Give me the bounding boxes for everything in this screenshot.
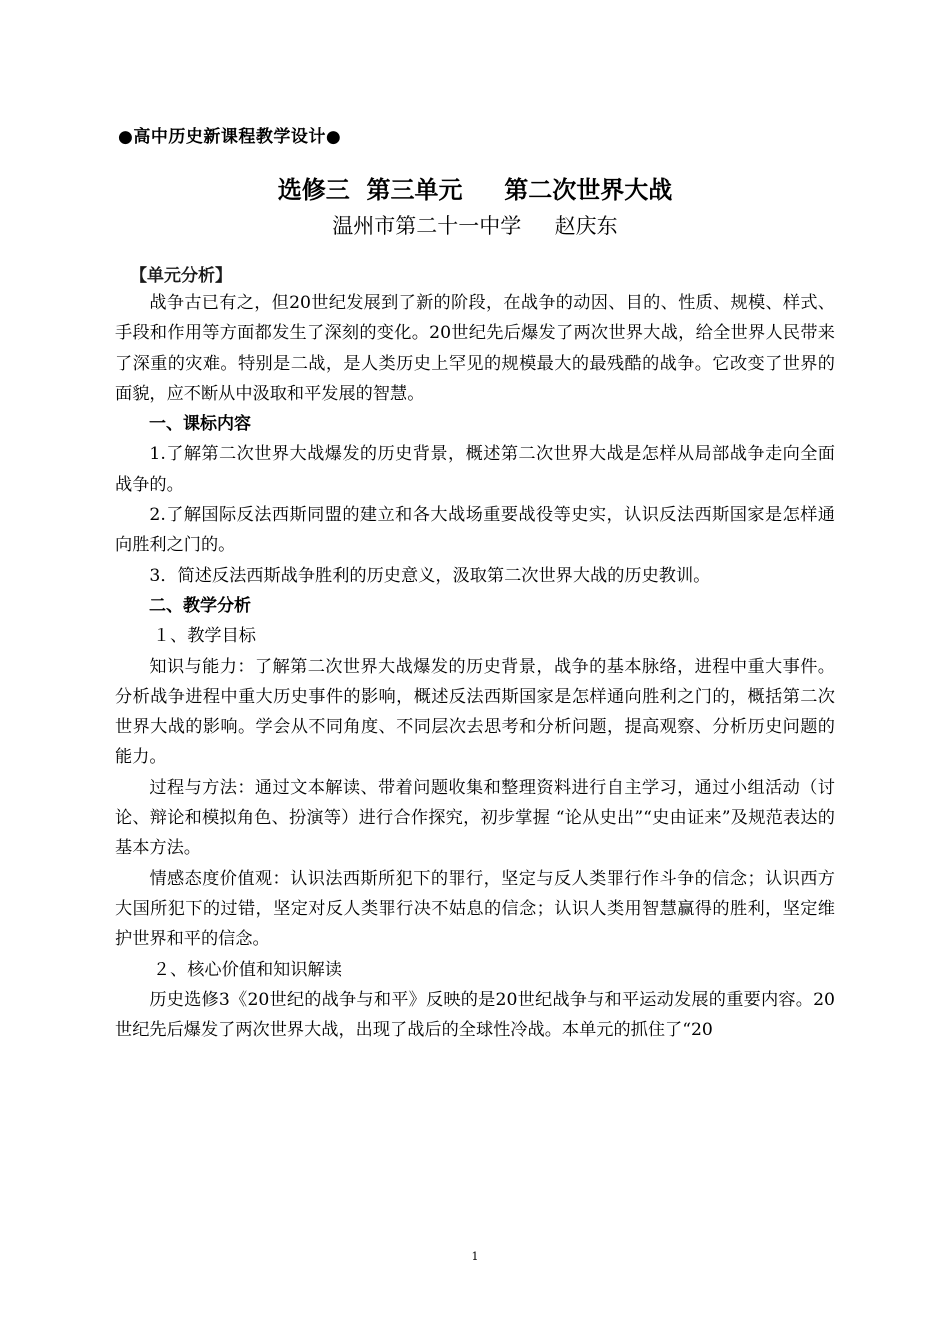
document-title: 选修三 第三单元 第二次世界大战 [277,176,673,204]
paragraph-process: 过程与方法：通过文本解读、带着问题收集和整理资料进行自主学习，通过小组活动（讨论、辩论和模拟角色、扮演等）进行合作探究，初步掌握 “论从史出”“史由证来”及规范表达的基本方法。 [115,777,835,859]
heading-curriculum: 一、课标内容 [149,414,251,435]
paragraph-standard-1: 1.了解第二次世界大战爆发的历史背景，概述第二次世界大战是怎样从局部战争走向全面战争的。 [115,444,835,495]
paragraph-intro: 战争古已有之，但20世纪发展到了新的阶段，在战争的动因、目的、性质、规模、样式、手段和作用等方面都发生了深刻的变化。20世纪先后爆发了两次世界大战，给全世界人民带来了深重的灾难。特别是二战，是人类历史上罕见的规模最大的最残酷的战争。它改变了世界的面貌，应不断从中汲取和平发展的智慧。 [115,293,835,404]
paragraph-standard-3: 3．简述反法西斯战争胜利的历史意义，汲取第二次世界大战的历史教训。 [149,565,711,586]
subheading-objectives: １、教学目标 [152,626,256,647]
body-text [115,288,835,1045]
paragraph-standard-2: 2.了解国际反法西斯同盟的建立和各大战场重要战役等史实，认识反法西斯国家是怎样通向胜利之门的。 [115,505,835,556]
running-header: ●高中历史新课程教学设计● [118,127,342,147]
author-line: 温州市第二十一中学 赵庆东 [332,214,618,238]
paragraph-values: 情感态度价值观：认识法西斯所犯下的罪行，坚定与反人类罪行作斗争的信念；认识西方大国所犯下的过错，坚定对反人类罪行决不姑息的信念；认识人类用智慧赢得的胜利，坚定维护世界和平的信念。 [115,868,835,950]
page-number: 1 [471,1250,479,1263]
section-label: 【单元分析】 [130,266,232,286]
paragraph-knowledge: 知识与能力：了解第二次世界大战爆发的历史背景，战争的基本脉络，进程中重大事件。分析战争进程中重大历史事件的影响，概述反法西斯国家是怎样通向胜利之门的，概括第二次世界大战的影响。学会从不同角度、不同层次去思考和分析问题，提高观察、分析历史问题的能力。 [115,656,835,768]
heading-teaching-analysis: 二、教学分析 [149,595,251,616]
paragraph-core: 历史选修3《20世纪的战争与和平》反映的是20世纪战争与和平运动发展的重要内容。20世纪先后爆发了两次世界大战，出现了战后的全球性冷战。本单元的抓住了“20 [115,989,835,1041]
subheading-core-values: ２、核心价值和知识解读 [152,959,342,980]
